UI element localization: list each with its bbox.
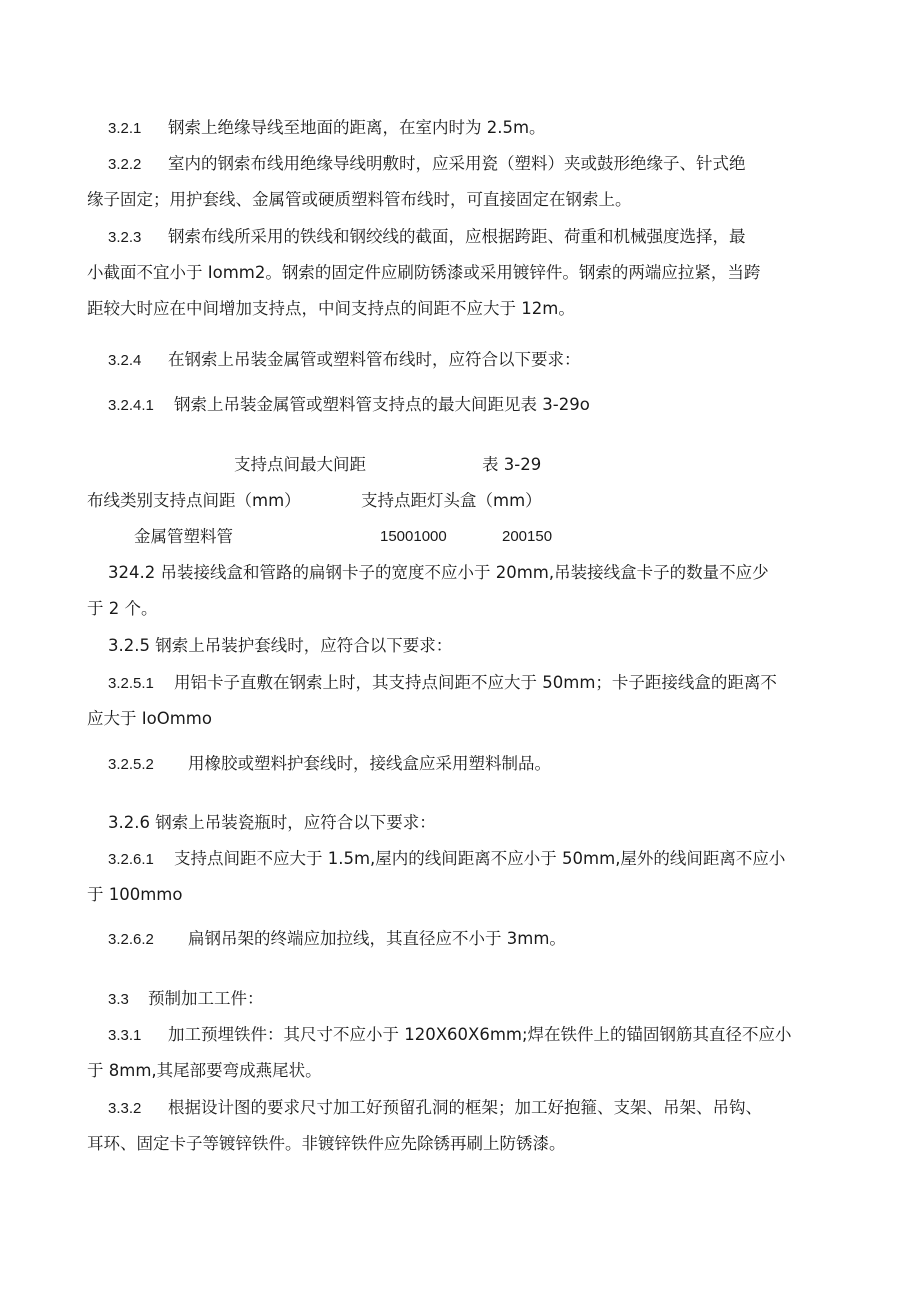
clause-number: 3.2.1	[108, 120, 142, 137]
clause-3-3-2-cont	[87, 1132, 566, 1156]
clause-3-2-2-cont	[87, 188, 632, 212]
clause-number: 3.3.2	[108, 1100, 142, 1117]
clause-3-3-2	[108, 1096, 762, 1121]
clause-text: 于 100mmo	[87, 885, 183, 904]
clause-number: 3.2.5.2	[108, 756, 154, 773]
clause-number: 3.2.6.1	[108, 851, 154, 868]
clause-number: 3.2.6.2	[108, 931, 154, 948]
clause-text: 预制加工工件：	[148, 989, 264, 1008]
table-header-lamp-box: 支持点距灯头盒（mm）	[361, 491, 542, 510]
clause-text: 扁钢吊架的终端应加拉线，其直径应不小于 3mm。	[188, 929, 566, 948]
table-row-label: 金属管塑料管	[134, 527, 233, 546]
clause-text: 用橡胶或塑料护套线时，接线盒应采用塑料制品。	[188, 754, 551, 773]
clause-number: 3.2.3	[108, 229, 142, 246]
clause-3-3-1	[108, 1023, 792, 1048]
clause-text: 在钢索上吊装金属管或塑料管布线时，应符合以下要求：	[168, 350, 581, 369]
table-row-spacing-values: 15001000	[380, 528, 447, 545]
clause-3-2-4	[108, 348, 581, 373]
clause-3-3	[108, 987, 264, 1012]
clause-3-2-5-1-cont	[87, 707, 212, 731]
clause-text: 距较大时应在中间增加支持点，中间支持点的间距不应大于 12m。	[87, 299, 575, 318]
clause-3-2-2	[108, 152, 746, 177]
clause-3-2-1	[108, 116, 546, 141]
clause-text: 加工预埋铁件：其尺寸不应小于 120X60X6mm;焊在铁件上的锚固钢筋其直径不应小	[168, 1025, 792, 1044]
clause-3-2-5-1	[108, 671, 777, 696]
table-row-lamp-box-values: 200150	[502, 528, 553, 545]
clause-text: 钢索上绝缘导线至地面的距离，在室内时为 2.5m。	[168, 118, 546, 137]
clause-text: 324.2 吊装接线盒和管路的扁钢卡子的宽度不应小于 20mm,吊装接线盒卡子的数量不应少	[108, 563, 769, 582]
table-title: 支持点间最大间距	[234, 455, 366, 474]
clause-3-2-4-2	[108, 561, 769, 585]
clause-text: 耳环、固定卡子等镀锌铁件。非镀锌铁件应先除锈再刷上防锈漆。	[87, 1134, 566, 1153]
clause-text: 应大于 IoOmmo	[87, 709, 212, 728]
clause-3-2-5	[108, 634, 452, 658]
clause-number: 3.2.4	[108, 352, 142, 369]
clause-text: 于 2 个。	[87, 599, 158, 618]
clause-number: 3.2.5.1	[108, 675, 154, 692]
clause-3-2-5-2	[108, 752, 551, 777]
clause-text: 钢索布线所采用的铁线和钢绞线的截面，应根据跨距、荷重和机械强度选择，最	[168, 227, 746, 246]
clause-3-2-6	[108, 811, 436, 835]
clause-text: 室内的钢索布线用绝缘导线明敷时，应采用瓷（塑料）夹或鼓形绝缘子、针式绝	[168, 154, 746, 173]
clause-number: 3.3	[108, 991, 129, 1008]
clause-3-2-3	[108, 225, 746, 250]
clause-text: 于 8mm,其尾部要弯成燕尾状。	[87, 1061, 322, 1080]
clause-3-2-4-1	[108, 393, 590, 418]
clause-3-2-3-cont-1	[87, 261, 760, 285]
clause-text: 支持点间距不应大于 1.5m,屋内的线间距离不应小于 50mm,屋外的线间距离不应小	[174, 849, 786, 868]
clause-3-2-4-2-cont	[87, 597, 158, 621]
clause-3-2-3-cont-2	[87, 297, 575, 321]
clause-text: 3.2.6 钢索上吊装瓷瓶时，应符合以下要求：	[108, 813, 436, 832]
table-number: 表 3-29	[482, 455, 542, 474]
clause-text: 用铝卡子直敷在钢索上时，其支持点间距不应大于 50mm；卡子距接线盒的距离不	[174, 673, 777, 692]
clause-text: 钢索上吊装金属管或塑料管支持点的最大间距见表 3-29o	[174, 395, 590, 414]
clause-text: 根据设计图的要求尺寸加工好预留孔洞的框架；加工好抱箍、支架、吊架、吊钩、	[168, 1098, 762, 1117]
clause-number: 3.2.2	[108, 156, 142, 173]
clause-3-3-1-cont	[87, 1059, 322, 1083]
clause-3-2-6-1-cont	[87, 883, 182, 907]
clause-number: 3.2.4.1	[108, 397, 154, 414]
clause-3-2-6-2	[108, 927, 566, 952]
clause-text: 缘子固定；用护套线、金属管或硬质塑料管布线时，可直接固定在钢索上。	[87, 190, 632, 209]
clause-3-2-6-1	[108, 847, 785, 872]
clause-number: 3.3.1	[108, 1027, 142, 1044]
table-header-spacing: 布线类别支持点间距（mm）	[87, 491, 301, 510]
clause-text: 3.2.5 钢索上吊装护套线时，应符合以下要求：	[108, 636, 453, 655]
clause-text: 小截面不宜小于 Iomm2。钢索的固定件应刷防锈漆或采用镀锌件。钢索的两端应拉紧，当跨	[87, 263, 761, 282]
